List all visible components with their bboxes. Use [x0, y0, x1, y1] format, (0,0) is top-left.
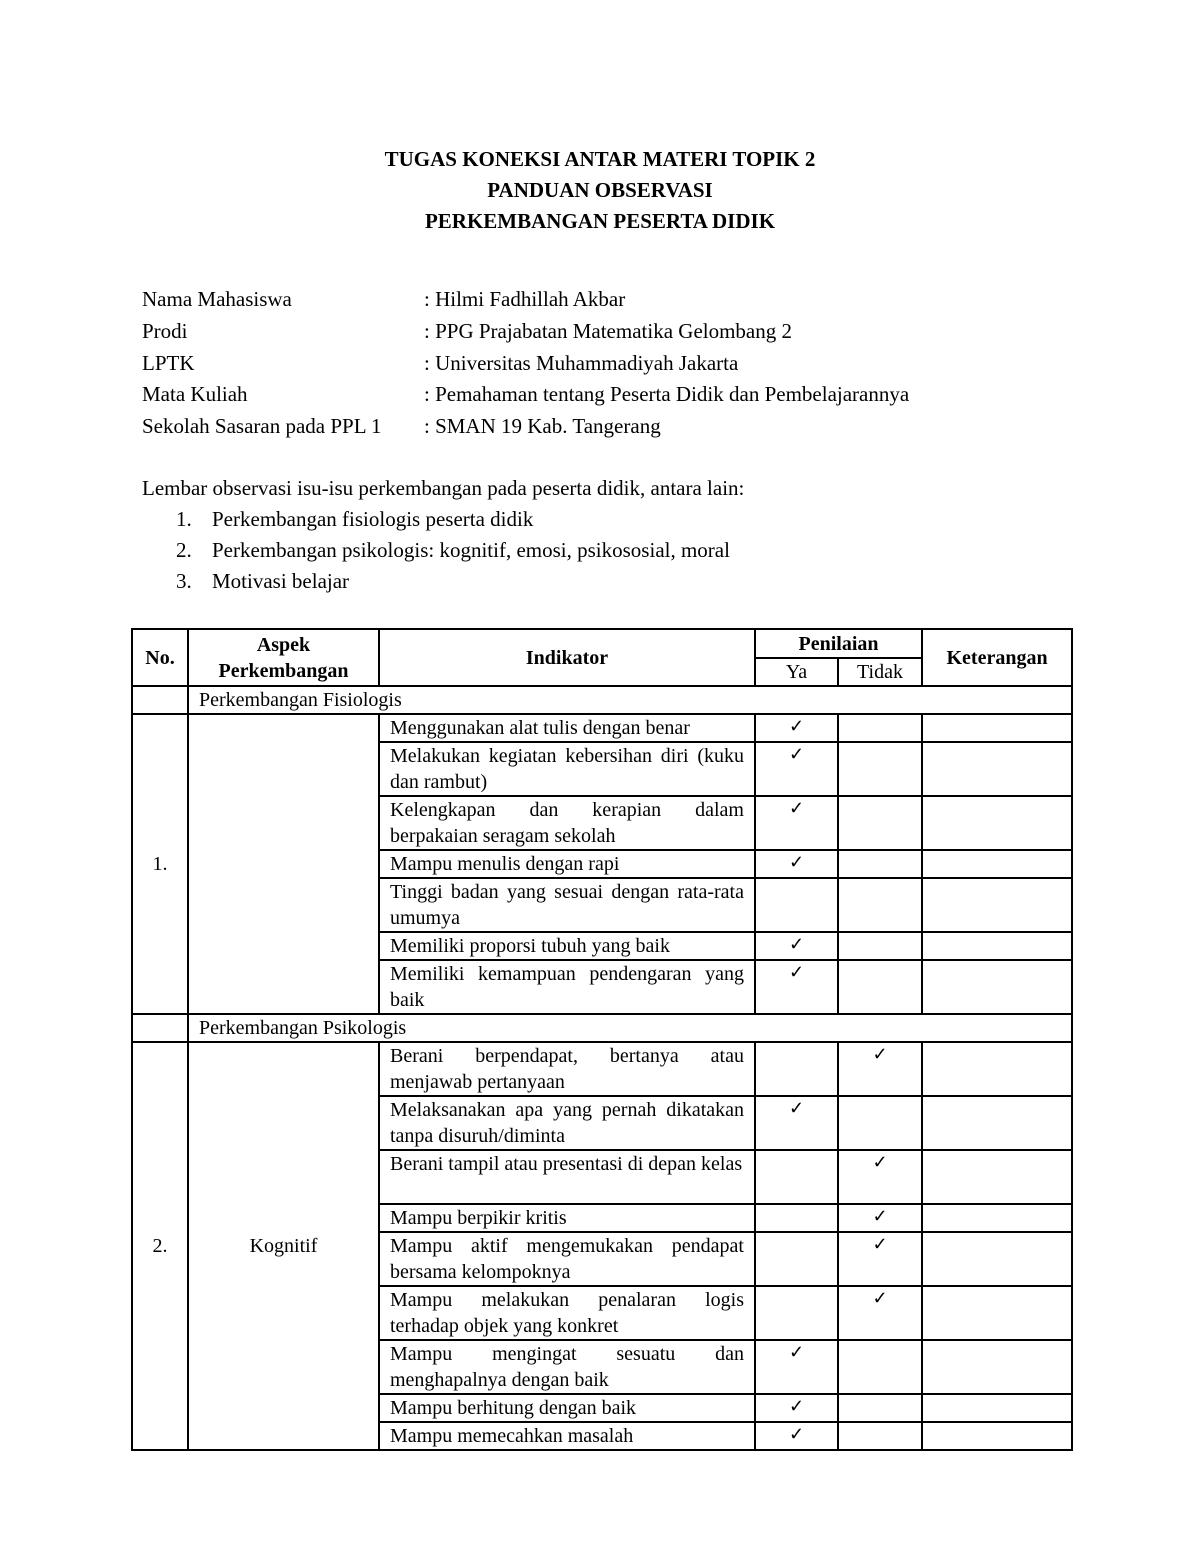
indikator-cell: Memiliki kemampuan pendengaran yang baik	[379, 960, 755, 1014]
tidak-check	[838, 1096, 922, 1150]
indikator-cell: Mampu mengingat sesuatu dan menghapalnya dengan baik	[379, 1340, 755, 1394]
keterangan-cell	[922, 742, 1072, 796]
keterangan-cell	[922, 850, 1072, 878]
section-no-empty	[132, 686, 188, 714]
indikator-cell: Kelengkapan dan kerapian dalam berpakaian seragam sekolah	[379, 796, 755, 850]
keterangan-cell	[922, 878, 1072, 932]
info-label: Prodi	[142, 319, 188, 343]
list-text: Perkembangan psikologis: kognitif, emosi, psikososial, moral	[212, 538, 730, 562]
info-value: : PPG Prajabatan Matematika Gelombang 2	[424, 319, 793, 343]
ya-check: ✓	[755, 932, 838, 960]
info-value: : Pemahaman tentang Peserta Didik dan Pembelajarannya	[424, 382, 910, 406]
list-text: Perkembangan fisiologis peserta didik	[212, 507, 534, 531]
keterangan-cell	[922, 960, 1072, 1014]
ya-check: ✓	[755, 1394, 838, 1422]
intro-text: Lembar observasi isu-isu perkembangan pada peserta didik, antara lain:	[142, 476, 745, 500]
ya-check: ✓	[755, 714, 838, 742]
ya-check: ✓	[755, 1422, 838, 1450]
header-aspek-line2: Perkembangan	[218, 659, 349, 682]
document-title-line3: PERKEMBANGAN PESERTA DIDIK	[424, 209, 776, 233]
indikator-cell: Memiliki proporsi tubuh yang baik	[379, 932, 755, 960]
indikator-cell: Berani tampil atau presentasi di depan kelas	[379, 1150, 755, 1204]
tidak-check	[838, 1394, 922, 1422]
info-value: : SMAN 19 Kab. Tangerang	[424, 414, 661, 438]
indikator-cell: Mampu berhitung dengan baik	[379, 1394, 755, 1422]
list-number: 1.	[176, 507, 192, 531]
aspek-cell-empty	[188, 714, 379, 1014]
indikator-cell: Melakukan kegiatan kebersihan diri (kuku dan rambut)	[379, 742, 755, 796]
section-no-empty	[132, 1014, 188, 1042]
indikator-cell: Mampu memecahkan masalah	[379, 1422, 755, 1450]
header-tidak: Tidak	[838, 658, 922, 686]
info-label: Nama Mahasiswa	[142, 287, 292, 311]
info-row-nama	[142, 287, 625, 312]
keterangan-cell	[922, 1150, 1072, 1204]
indikator-cell: Mampu berpikir kritis	[379, 1204, 755, 1232]
tidak-check	[838, 932, 922, 960]
info-row-prodi	[142, 319, 792, 344]
row-number: 1.	[132, 714, 188, 1014]
ya-check: ✓	[755, 742, 838, 796]
keterangan-cell	[922, 796, 1072, 850]
tidak-check	[838, 878, 922, 932]
list-item	[176, 507, 533, 532]
header-no: No.	[132, 629, 188, 686]
header-ya: Ya	[755, 658, 838, 686]
tidak-check	[838, 796, 922, 850]
ya-check: ✓	[755, 850, 838, 878]
tidak-check	[838, 742, 922, 796]
observation-table	[131, 628, 1073, 1451]
header-aspek-line1: Aspek	[256, 633, 311, 656]
info-value: : Universitas Muhammadiyah Jakarta	[424, 351, 739, 375]
keterangan-cell	[922, 932, 1072, 960]
tidak-check	[838, 1340, 922, 1394]
keterangan-cell	[922, 1340, 1072, 1394]
tidak-check: ✓	[838, 1150, 922, 1204]
indikator-cell: Menggunakan alat tulis dengan benar	[379, 714, 755, 742]
tidak-check	[838, 850, 922, 878]
indikator-cell: Mampu melakukan penalaran logis terhadap objek yang konkret	[379, 1286, 755, 1340]
keterangan-cell	[922, 1204, 1072, 1232]
ya-check: ✓	[755, 796, 838, 850]
keterangan-cell	[922, 1286, 1072, 1340]
info-label: Mata Kuliah	[142, 382, 248, 406]
tidak-check	[838, 714, 922, 742]
ya-check: ✓	[755, 1340, 838, 1394]
list-item	[176, 569, 349, 594]
list-number: 3.	[176, 569, 192, 593]
header-penilaian: Penilaian	[755, 629, 922, 658]
ya-check: ✓	[755, 960, 838, 1014]
indikator-cell: Tinggi badan yang sesuai dengan rata-rata umumya	[379, 878, 755, 932]
section-title-fisiologis: Perkembangan Fisiologis	[188, 686, 1072, 714]
indikator-cell: Mampu aktif mengemukakan pendapat bersama kelompoknya	[379, 1232, 755, 1286]
tidak-check	[838, 960, 922, 1014]
keterangan-cell	[922, 1042, 1072, 1096]
row-number: 2.	[132, 1042, 188, 1450]
tidak-check: ✓	[838, 1204, 922, 1232]
document-title-line1: TUGAS KONEKSI ANTAR MATERI TOPIK 2	[384, 147, 816, 171]
header-keterangan: Keterangan	[922, 629, 1072, 686]
aspek-kognitif: Kognitif	[188, 1042, 379, 1450]
header-aspek	[188, 629, 379, 686]
info-row-sekolah	[142, 414, 661, 439]
tidak-check: ✓	[838, 1232, 922, 1286]
tidak-check: ✓	[838, 1286, 922, 1340]
list-item	[176, 538, 730, 563]
ya-check	[755, 1286, 838, 1340]
keterangan-cell	[922, 1232, 1072, 1286]
ya-check	[755, 878, 838, 932]
list-text: Motivasi belajar	[212, 569, 350, 593]
ya-check	[755, 1232, 838, 1286]
ya-check	[755, 1042, 838, 1096]
indikator-cell: Mampu menulis dengan rapi	[379, 850, 755, 878]
info-value: : Hilmi Fadhillah Akbar	[424, 287, 626, 311]
section-title-psikologis: Perkembangan Psikologis	[188, 1014, 1072, 1042]
list-number: 2.	[176, 538, 192, 562]
indikator-cell: Berani berpendapat, bertanya atau menjawab pertanyaan	[379, 1042, 755, 1096]
keterangan-cell	[922, 1394, 1072, 1422]
ya-check	[755, 1150, 838, 1204]
info-row-mata-kuliah	[142, 382, 909, 407]
ya-check: ✓	[755, 1096, 838, 1150]
indikator-cell: Melaksanakan apa yang pernah dikatakan tanpa disuruh/diminta	[379, 1096, 755, 1150]
tidak-check: ✓	[838, 1042, 922, 1096]
keterangan-cell	[922, 1422, 1072, 1450]
ya-check	[755, 1204, 838, 1232]
info-label: Sekolah Sasaran pada PPL 1	[142, 414, 382, 438]
info-label: LPTK	[142, 351, 195, 375]
keterangan-cell	[922, 714, 1072, 742]
info-row-lptk	[142, 351, 738, 376]
tidak-check	[838, 1422, 922, 1450]
keterangan-cell	[922, 1096, 1072, 1150]
document-title-line2: PANDUAN OBSERVASI	[487, 178, 713, 202]
header-indikator: Indikator	[379, 629, 755, 686]
